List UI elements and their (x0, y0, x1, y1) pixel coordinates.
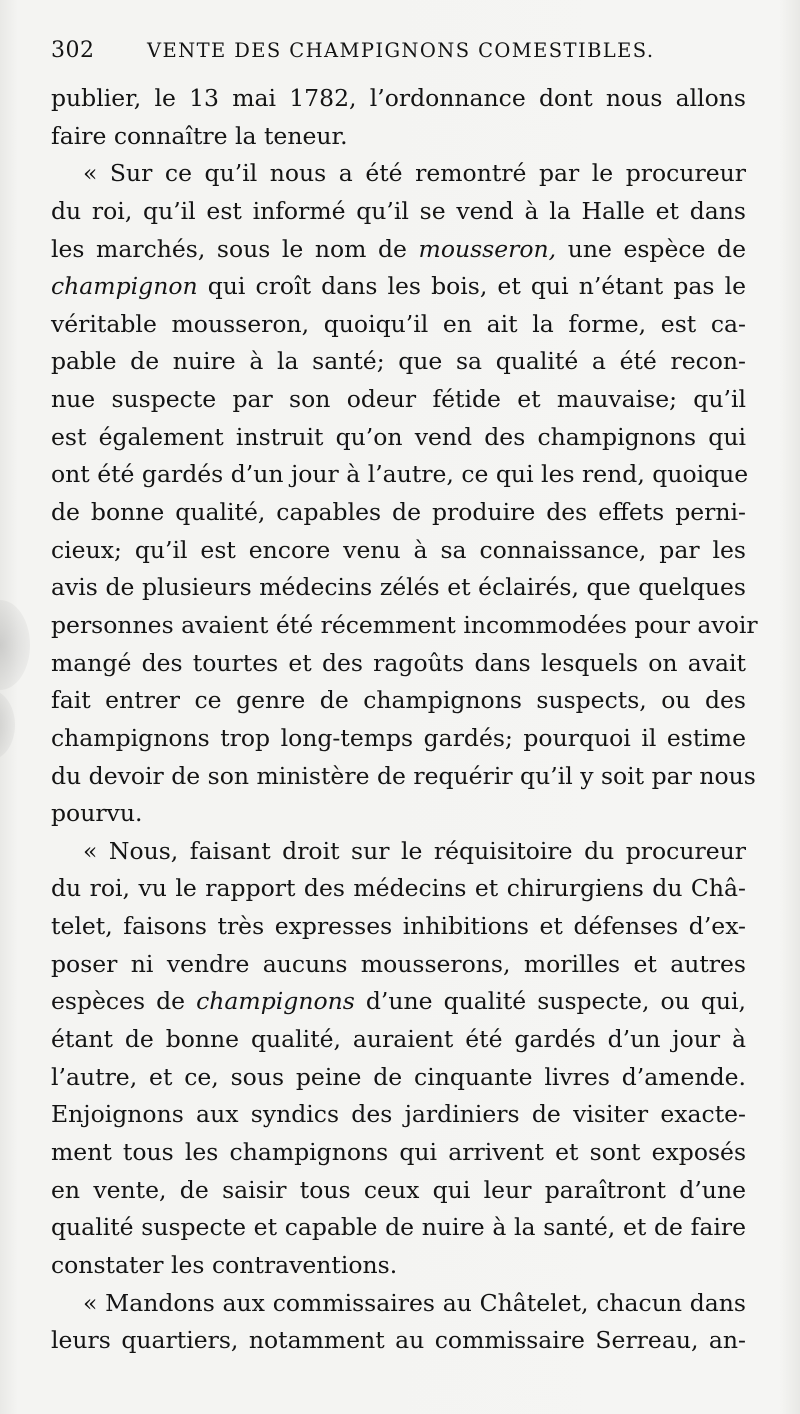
text-line: véritable mousseron, quoiqu’il en ait la forme, est ca- (51, 309, 746, 338)
text-line: du roi, qu’il est informé qu’il se vend à la Halle et dans (51, 196, 746, 225)
text-line: « Mandons aux commissaires au Châtelet, chacun dans (83, 1288, 746, 1317)
text-line: personnes avaient été récemment incommodées pour avoir (51, 610, 758, 639)
text-line: nue suspecte par son odeur fétide et mauvaise; qu’il (51, 385, 746, 414)
text-line: de bonne qualité, capables de produire des effets perni- (51, 498, 746, 527)
text-line: « Nous, faisant droit sur le réquisitoire du procureur (83, 836, 746, 865)
page-header (51, 38, 751, 72)
text-line: qualité suspecte et capable de nuire à la santé, et de faire (51, 1213, 746, 1242)
paper-stain (0, 690, 15, 760)
text-line: du roi, vu le rapport des médecins et chirurgiens du Châ- (51, 874, 746, 903)
text-line: espèces de champignons d’une qualité suspecte, ou qui, (51, 987, 747, 1016)
text-line: fait entrer ce genre de champignons suspects, ou des (51, 686, 746, 715)
page-number: 302 (51, 38, 95, 63)
text-line: avis de plusieurs médecins zélés et éclairés, que quelques (51, 573, 746, 602)
text-line: leurs quartiers, notamment au commissaire Serreau, an- (51, 1326, 746, 1355)
text-line: faire connaître la teneur. (51, 121, 348, 150)
text-line: est également instruit qu’on vend des champignons qui (51, 422, 746, 451)
text-line: Enjoignons aux syndics des jardiniers de visiter exacte- (51, 1100, 746, 1129)
text-line: étant de bonne qualité, auraient été gardés d’un jour à (51, 1025, 746, 1054)
text-line: telet, faisons très expresses inhibitions et défenses d’ex- (51, 912, 746, 941)
text-line: poser ni vendre aucuns mousserons, morilles et autres (51, 949, 746, 978)
running-head: VENTE DES CHAMPIGNONS COMESTIBLES. (147, 39, 655, 62)
text-line: en vente, de saisir tous ceux qui leur paraîtront d’une (51, 1175, 746, 1204)
text-line: publier, le 13 mai 1782, l’ordonnance dont nous allons (51, 84, 746, 112)
text-line: les marchés, sous le nom de mousseron, une espèce de (51, 234, 746, 263)
text-line: ment tous les champignons qui arrivent et sont exposés (51, 1137, 746, 1166)
text-line: constater les contraventions. (51, 1250, 398, 1279)
body-text (51, 80, 758, 1360)
text-line: ont été gardés d’un jour à l’autre, ce qui les rend, quoique (51, 460, 749, 489)
paper-stain (0, 600, 30, 690)
text-line: pourvu. (51, 799, 143, 828)
text-line: pable de nuire à la santé; que sa qualité a été recon- (51, 347, 746, 376)
text-line: « Sur ce qu’il nous a été remontré par le procureur (83, 159, 746, 188)
text-line: mangé des tourtes et des ragoûts dans lesquels on avait (51, 648, 746, 677)
text-line: champignon qui croît dans les bois, et qui n’étant pas le (51, 272, 746, 301)
text-line: du devoir de son ministère de requérir qu’il y soit par nous (51, 761, 756, 790)
text-line: champignons trop long-temps gardés; pourquoi il estime (51, 723, 746, 752)
text-line: cieux; qu’il est encore venu à sa connaissance, par les (51, 535, 746, 564)
text-line: l’autre, et ce, sous peine de cinquante livres d’amende. (51, 1062, 746, 1091)
